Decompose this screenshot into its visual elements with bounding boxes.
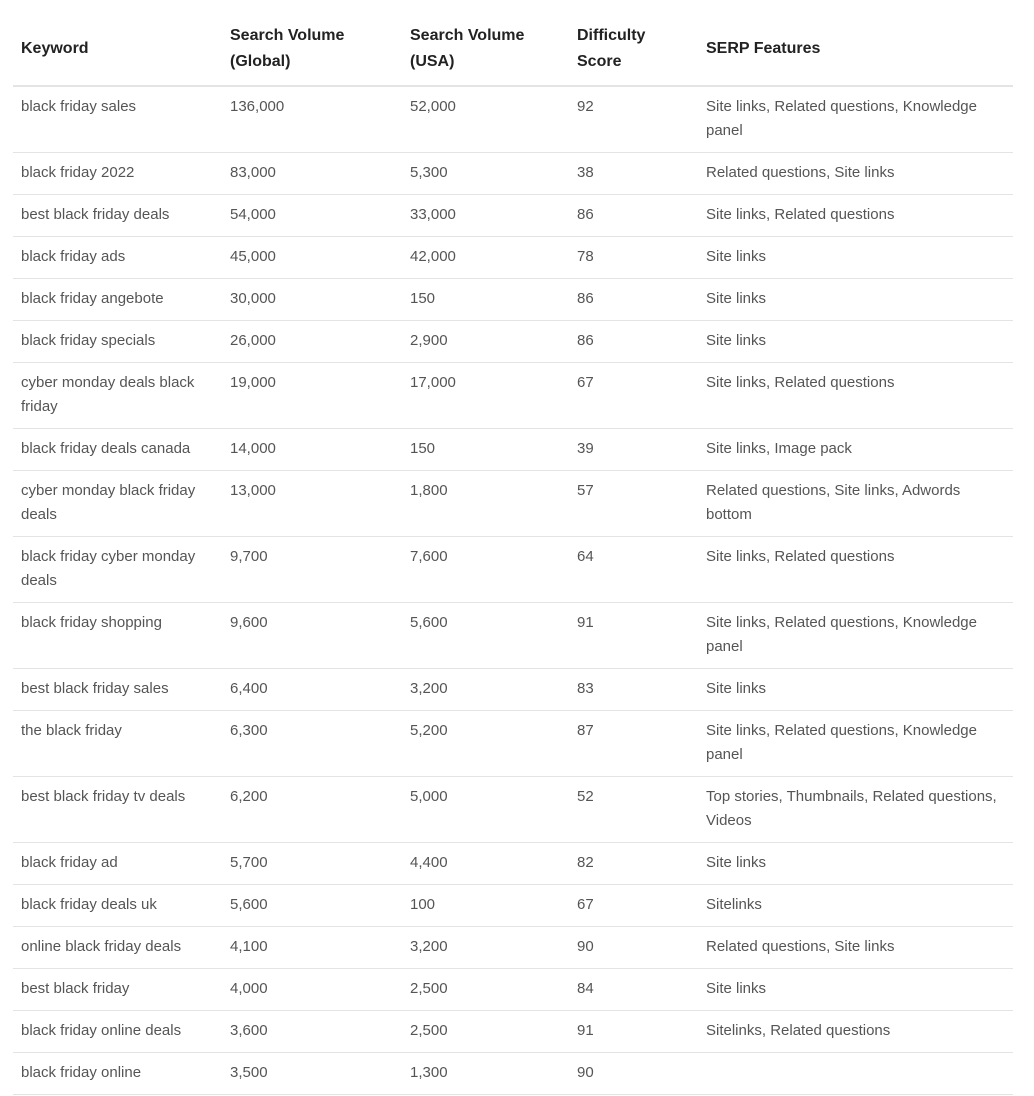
cell-difficulty-score: 78 <box>569 237 698 279</box>
cell-difficulty-score: 67 <box>569 885 698 927</box>
cell-search-volume-global: 54,000 <box>222 195 402 237</box>
cell-keyword: black friday ad <box>13 843 222 885</box>
cell-difficulty-score: 38 <box>569 153 698 195</box>
cell-search-volume-global: 6,300 <box>222 711 402 777</box>
table-row <box>13 927 1013 969</box>
table-row <box>13 843 1013 885</box>
cell-search-volume-usa: 3,200 <box>402 669 569 711</box>
cell-difficulty-score: 39 <box>569 429 698 471</box>
cell-search-volume-global: 9,700 <box>222 537 402 603</box>
cell-difficulty-score: 84 <box>569 969 698 1011</box>
cell-difficulty-score: 87 <box>569 711 698 777</box>
cell-serp-features: Sitelinks <box>698 885 1013 927</box>
cell-difficulty-score: 52 <box>569 777 698 843</box>
cell-search-volume-usa: 100 <box>402 885 569 927</box>
cell-keyword: black friday angebote <box>13 279 222 321</box>
cell-search-volume-usa: 7,600 <box>402 537 569 603</box>
cell-serp-features: Related questions, Site links, Adwords bottom <box>698 471 1013 537</box>
cell-difficulty-score: 90 <box>569 1053 698 1095</box>
cell-keyword: best black friday tv deals <box>13 777 222 843</box>
table-row <box>13 237 1013 279</box>
cell-difficulty-score: 82 <box>569 843 698 885</box>
cell-serp-features: Site links, Related questions, Knowledge panel <box>698 86 1013 153</box>
cell-search-volume-global: 83,000 <box>222 153 402 195</box>
cell-keyword: black friday specials <box>13 321 222 363</box>
header-row <box>13 13 1013 86</box>
cell-search-volume-usa: 1,800 <box>402 471 569 537</box>
cell-serp-features: Site links, Image pack <box>698 429 1013 471</box>
cell-search-volume-usa: 1,300 <box>402 1053 569 1095</box>
cell-search-volume-usa: 150 <box>402 429 569 471</box>
cell-search-volume-usa: 150 <box>402 279 569 321</box>
cell-search-volume-global: 9,600 <box>222 603 402 669</box>
cell-search-volume-global: 3,600 <box>222 1011 402 1053</box>
cell-search-volume-global: 6,400 <box>222 669 402 711</box>
cell-search-volume-global: 5,700 <box>222 843 402 885</box>
cell-keyword: best black friday sales <box>13 669 222 711</box>
table-row <box>13 885 1013 927</box>
table-row <box>13 279 1013 321</box>
cell-keyword: black friday sales <box>13 86 222 153</box>
cell-search-volume-usa: 5,300 <box>402 153 569 195</box>
cell-keyword: cyber monday black friday deals <box>13 471 222 537</box>
cell-search-volume-usa: 4,400 <box>402 843 569 885</box>
table-row <box>13 969 1013 1011</box>
cell-serp-features: Site links, Related questions <box>698 195 1013 237</box>
cell-serp-features: Related questions, Site links <box>698 153 1013 195</box>
cell-keyword: black friday online deals <box>13 1011 222 1053</box>
cell-search-volume-global: 26,000 <box>222 321 402 363</box>
cell-keyword: best black friday deals <box>13 195 222 237</box>
cell-difficulty-score: 67 <box>569 363 698 429</box>
table-row <box>13 429 1013 471</box>
cell-search-volume-usa: 2,900 <box>402 321 569 363</box>
header-keyword: Keyword <box>13 13 222 86</box>
cell-search-volume-global: 14,000 <box>222 429 402 471</box>
table-row <box>13 321 1013 363</box>
cell-search-volume-usa: 3,200 <box>402 927 569 969</box>
cell-search-volume-global: 45,000 <box>222 237 402 279</box>
cell-serp-features: Site links, Related questions, Knowledge panel <box>698 711 1013 777</box>
cell-difficulty-score: 86 <box>569 279 698 321</box>
cell-search-volume-global: 4,000 <box>222 969 402 1011</box>
cell-keyword: cyber monday deals black friday <box>13 363 222 429</box>
cell-search-volume-global: 5,600 <box>222 885 402 927</box>
cell-search-volume-usa: 42,000 <box>402 237 569 279</box>
cell-keyword: the black friday <box>13 711 222 777</box>
cell-search-volume-global: 136,000 <box>222 86 402 153</box>
cell-difficulty-score: 86 <box>569 195 698 237</box>
cell-serp-features: Site links <box>698 279 1013 321</box>
cell-search-volume-usa: 5,600 <box>402 603 569 669</box>
cell-search-volume-global: 19,000 <box>222 363 402 429</box>
cell-difficulty-score: 83 <box>569 669 698 711</box>
cell-keyword: online black friday deals <box>13 927 222 969</box>
cell-search-volume-global: 13,000 <box>222 471 402 537</box>
table-row <box>13 363 1013 429</box>
table-header <box>13 13 1013 86</box>
keyword-table <box>13 13 1013 1095</box>
table-row <box>13 711 1013 777</box>
table-row <box>13 603 1013 669</box>
header-difficulty-score: Difficulty Score <box>569 13 698 86</box>
table-row <box>13 471 1013 537</box>
table-row <box>13 669 1013 711</box>
cell-search-volume-global: 3,500 <box>222 1053 402 1095</box>
cell-keyword: black friday deals uk <box>13 885 222 927</box>
cell-serp-features: Site links, Related questions <box>698 537 1013 603</box>
cell-keyword: black friday ads <box>13 237 222 279</box>
table-row <box>13 153 1013 195</box>
cell-serp-features: Site links, Related questions <box>698 363 1013 429</box>
keyword-table-container <box>13 13 1013 1095</box>
cell-keyword: black friday 2022 <box>13 153 222 195</box>
cell-keyword: black friday cyber monday deals <box>13 537 222 603</box>
cell-serp-features <box>698 1053 1013 1095</box>
cell-search-volume-global: 6,200 <box>222 777 402 843</box>
table-row <box>13 1053 1013 1095</box>
cell-serp-features: Sitelinks, Related questions <box>698 1011 1013 1053</box>
cell-difficulty-score: 92 <box>569 86 698 153</box>
cell-search-volume-usa: 52,000 <box>402 86 569 153</box>
table-row <box>13 1011 1013 1053</box>
cell-search-volume-usa: 5,000 <box>402 777 569 843</box>
table-row <box>13 195 1013 237</box>
cell-serp-features: Site links <box>698 237 1013 279</box>
cell-serp-features: Site links <box>698 669 1013 711</box>
table-row <box>13 86 1013 153</box>
cell-difficulty-score: 86 <box>569 321 698 363</box>
header-serp-features: SERP Features <box>698 13 1013 86</box>
cell-search-volume-usa: 2,500 <box>402 1011 569 1053</box>
cell-keyword: best black friday <box>13 969 222 1011</box>
table-body <box>13 86 1013 1095</box>
cell-serp-features: Site links <box>698 843 1013 885</box>
cell-difficulty-score: 90 <box>569 927 698 969</box>
header-search-volume-usa: Search Volume (USA) <box>402 13 569 86</box>
cell-serp-features: Site links <box>698 969 1013 1011</box>
cell-search-volume-global: 30,000 <box>222 279 402 321</box>
cell-serp-features: Top stories, Thumbnails, Related questions, Videos <box>698 777 1013 843</box>
cell-search-volume-global: 4,100 <box>222 927 402 969</box>
cell-search-volume-usa: 2,500 <box>402 969 569 1011</box>
cell-search-volume-usa: 5,200 <box>402 711 569 777</box>
table-row <box>13 777 1013 843</box>
table-row <box>13 537 1013 603</box>
cell-keyword: black friday shopping <box>13 603 222 669</box>
cell-search-volume-usa: 17,000 <box>402 363 569 429</box>
cell-difficulty-score: 57 <box>569 471 698 537</box>
cell-serp-features: Site links, Related questions, Knowledge panel <box>698 603 1013 669</box>
cell-search-volume-usa: 33,000 <box>402 195 569 237</box>
header-search-volume-global: Search Volume (Global) <box>222 13 402 86</box>
cell-difficulty-score: 91 <box>569 1011 698 1053</box>
cell-difficulty-score: 91 <box>569 603 698 669</box>
cell-serp-features: Related questions, Site links <box>698 927 1013 969</box>
cell-keyword: black friday online <box>13 1053 222 1095</box>
cell-serp-features: Site links <box>698 321 1013 363</box>
cell-difficulty-score: 64 <box>569 537 698 603</box>
cell-keyword: black friday deals canada <box>13 429 222 471</box>
